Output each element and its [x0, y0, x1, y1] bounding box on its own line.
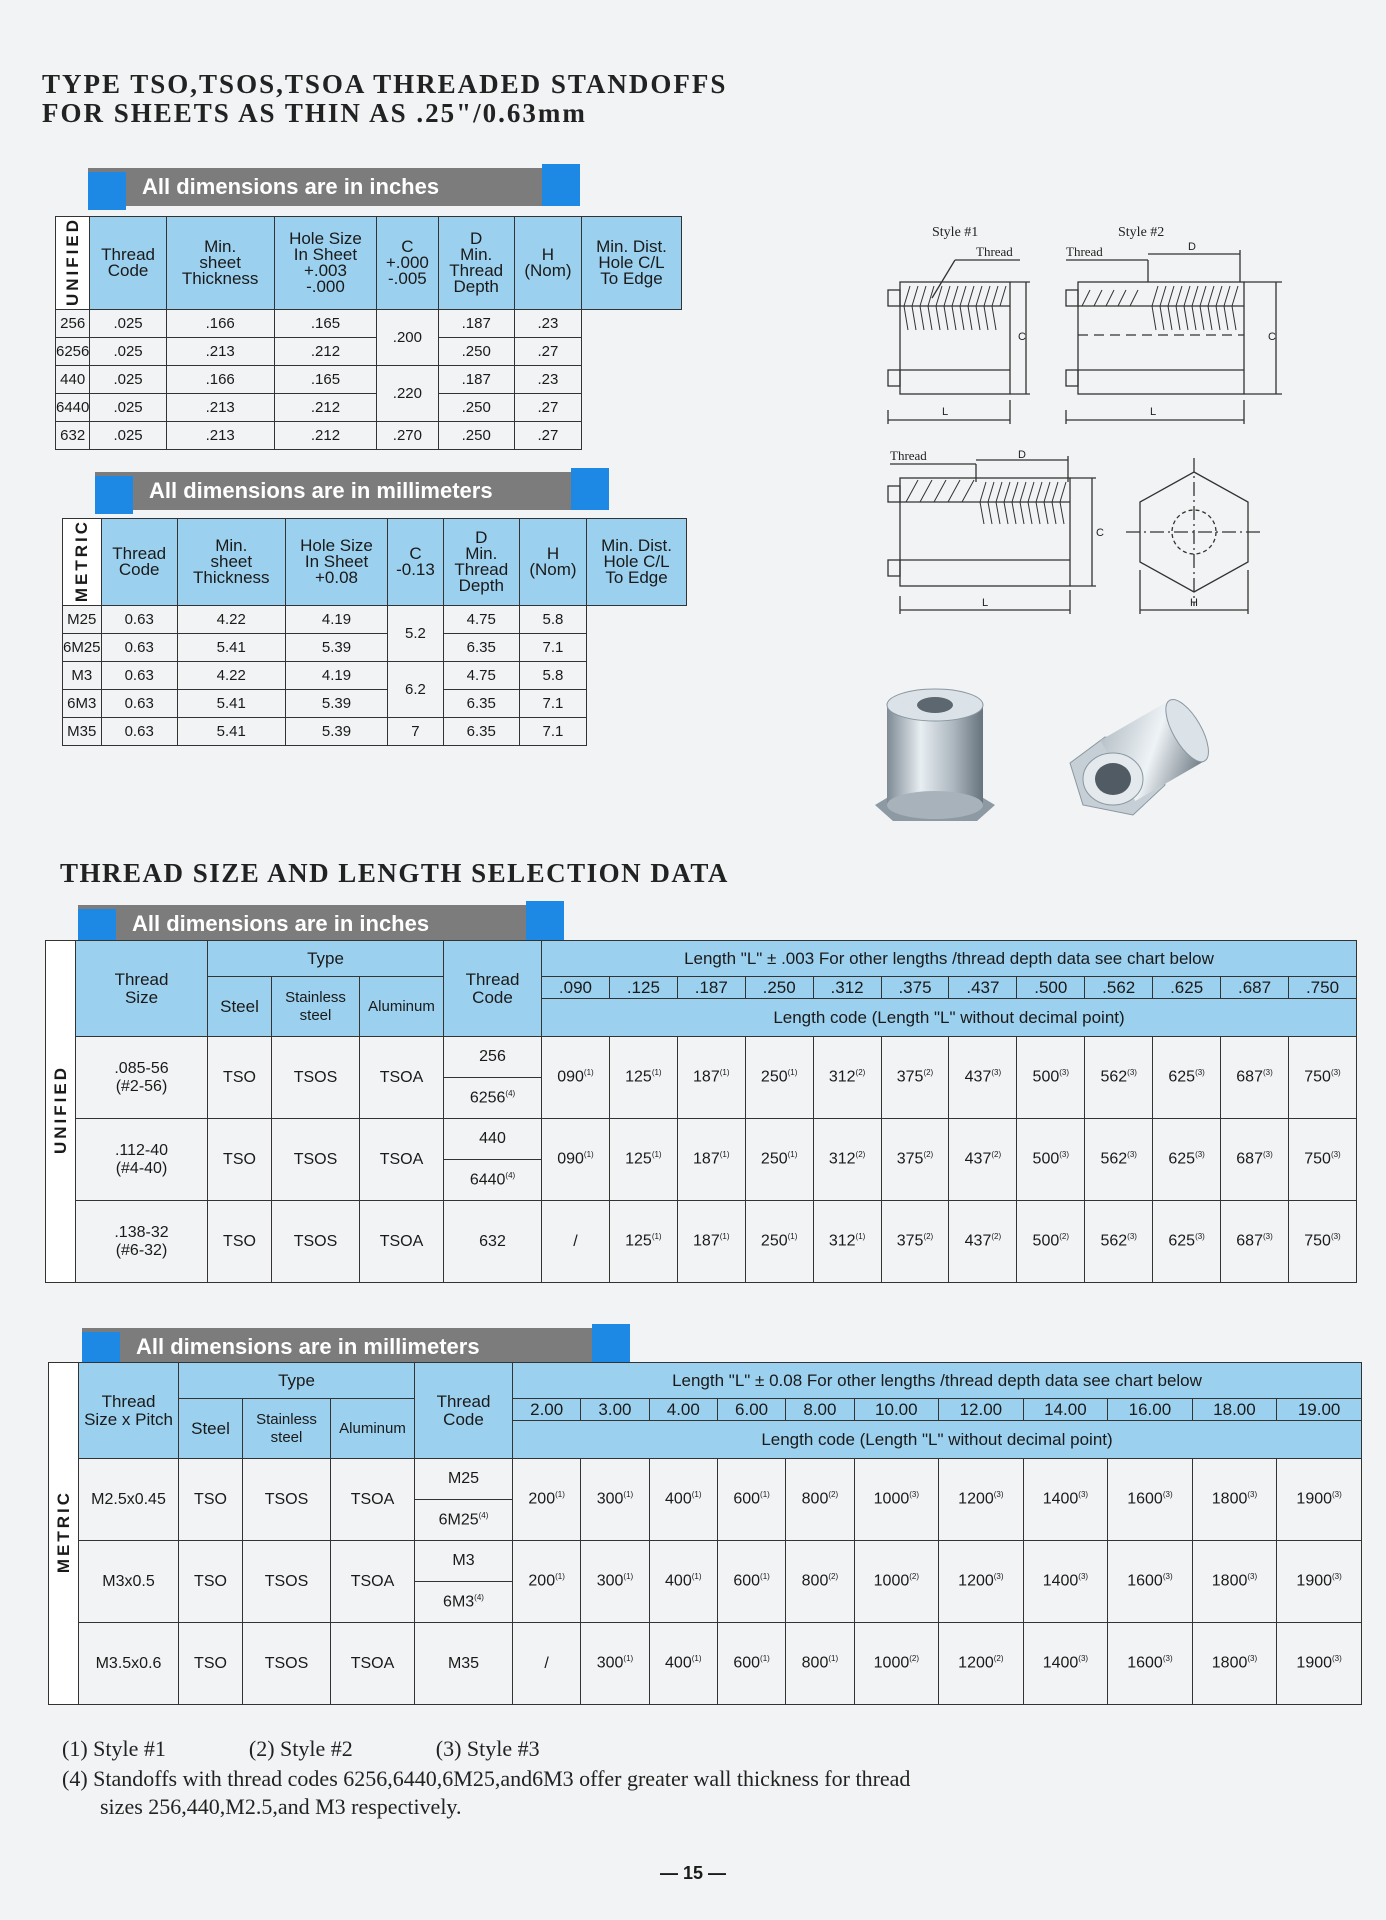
cell-min-dist: .23: [514, 310, 581, 338]
cell-length-code: 1000$^{(3)}$: [854, 1459, 939, 1541]
cell-length-code: 562$^{(3)}$: [1085, 1037, 1153, 1119]
cell-stainless: TSOS: [272, 1119, 360, 1201]
header-length-value: .125: [609, 977, 677, 999]
table-row: [56, 394, 682, 422]
cell-thread-code: 256: [56, 310, 90, 338]
banner-inches-2: [78, 905, 560, 943]
footnote-1: (1) Style #1: [62, 1736, 166, 1761]
cell-length-code: /: [542, 1201, 610, 1283]
label-thread-3: Thread: [890, 448, 927, 463]
cell-d: .220: [377, 366, 438, 422]
cell-d: 6.2: [388, 662, 443, 718]
cell-hole-size: .213: [166, 422, 274, 450]
cell-length-code: 187$^{(1)}$: [677, 1037, 745, 1119]
header-length-value: 10.00: [854, 1399, 939, 1421]
label-l-1: L: [942, 406, 949, 418]
page-title: [42, 70, 727, 128]
side-label-unified: UNIFIED: [56, 217, 90, 310]
cell-thread-size: .112-40 (#4-40): [76, 1119, 208, 1201]
header-c: C -0.13: [388, 519, 443, 606]
cell-thread-code: 6M25$^{(4)}$: [415, 1500, 513, 1541]
cell-thread-size: M2.5x0.45: [79, 1459, 179, 1541]
cell-length-code: 250$^{(1)}$: [745, 1119, 813, 1201]
banner-square-right: [542, 164, 580, 206]
cell-thread-code: M35: [415, 1623, 513, 1705]
cell-hole-size: .166: [166, 310, 274, 338]
cell-c: .165: [274, 366, 377, 394]
cell-length-code: 562$^{(3)}$: [1085, 1201, 1153, 1283]
cell-h: 4.75: [443, 606, 519, 634]
cell-hole-size: .166: [166, 366, 274, 394]
cell-length-code: 090$^{(1)}$: [542, 1119, 610, 1201]
label-style-2: Style #2: [1118, 225, 1165, 240]
cell-steel: TSO: [208, 1201, 272, 1283]
header-h: H (Nom): [514, 217, 581, 310]
footnote-4-line1: (4) Standoffs with thread codes 6256,6440,6M25,and6M3 offer greater wall thickness for thread: [62, 1766, 911, 1791]
cell-length-code: 1800$^{(3)}$: [1192, 1541, 1277, 1623]
cell-length-code: 300$^{(1)}$: [581, 1623, 649, 1705]
cell-c: 4.19: [285, 606, 388, 634]
table-row: [49, 1459, 1362, 1500]
header-hole-size: Hole Size In Sheet +0.08: [285, 519, 388, 606]
banner-square-left: [95, 476, 133, 514]
cell-length-code: 1200$^{(2)}$: [939, 1623, 1024, 1705]
cell-length-code: 250$^{(1)}$: [745, 1201, 813, 1283]
table-row: [63, 690, 687, 718]
cell-thread-code: 6M25: [63, 634, 102, 662]
cell-length-code: 090$^{(1)}$: [542, 1037, 610, 1119]
cell-length-code: 437$^{(2)}$: [949, 1119, 1017, 1201]
cell-length-code: 625$^{(3)}$: [1153, 1037, 1221, 1119]
header-length-code: Length code (Length "L" without decimal point): [542, 999, 1357, 1037]
cell-length-code: 375$^{(2)}$: [881, 1201, 949, 1283]
label-d-2: D: [1188, 241, 1196, 253]
cell-length-code: 400$^{(1)}$: [649, 1459, 717, 1541]
cell-thread-code: M3: [415, 1541, 513, 1582]
cell-length-code: 1600$^{(3)}$: [1108, 1459, 1193, 1541]
table-row: [63, 606, 687, 634]
cell-hole-size: .213: [166, 338, 274, 366]
table-row: [46, 1201, 1357, 1242]
label-style-1: Style #1: [932, 225, 979, 240]
header-aluminum: Aluminum: [360, 977, 444, 1037]
cell-length-code: 800$^{(2)}$: [786, 1541, 854, 1623]
header-length: Length "L" ± 0.08 For other lengths /thread depth data see chart below: [513, 1363, 1362, 1399]
header-thread-code: Thread Code: [101, 519, 177, 606]
cell-length-code: 1400$^{(3)}$: [1023, 1623, 1108, 1705]
cell-length-code: 750$^{(3)}$: [1288, 1201, 1356, 1283]
cell-length-code: /: [513, 1623, 581, 1705]
cell-length-code: 437$^{(3)}$: [949, 1037, 1017, 1119]
cell-length-code: 125$^{(1)}$: [609, 1119, 677, 1201]
cell-steel: TSO: [179, 1459, 243, 1541]
cell-length-code: 1900$^{(3)}$: [1277, 1541, 1362, 1623]
cell-min-thickness: .025: [90, 338, 166, 366]
cell-thread-code: 6256$^{(4)}$: [444, 1078, 542, 1119]
cell-thread-code: 256: [444, 1037, 542, 1078]
header-length-value: .437: [949, 977, 1017, 999]
cell-stainless: TSOS: [243, 1541, 331, 1623]
footnote-4-line2: sizes 256,440,M2.5,and M3 respectively.: [100, 1794, 462, 1819]
header-length-code: Length code (Length "L" without decimal point): [513, 1421, 1362, 1459]
cell-length-code: 250$^{(1)}$: [745, 1037, 813, 1119]
header-h: H (Nom): [519, 519, 586, 606]
cell-d: .200: [377, 310, 438, 366]
title-line-1: TYPE TSO,TSOS,TSOA THREADED STANDOFFS: [42, 69, 728, 99]
cell-length-code: 562$^{(3)}$: [1085, 1119, 1153, 1201]
header-length-value: .090: [542, 977, 610, 999]
label-thread-2: Thread: [1066, 244, 1103, 259]
cell-length-code: 312$^{(2)}$: [813, 1037, 881, 1119]
side-label: UNIFIED: [46, 941, 76, 1283]
cell-length-code: 800$^{(1)}$: [786, 1623, 854, 1705]
header-length-value: 6.00: [717, 1399, 785, 1421]
cell-length-code: 187$^{(1)}$: [677, 1201, 745, 1283]
cell-length-code: 375$^{(2)}$: [881, 1037, 949, 1119]
cell-hole-size: 4.22: [177, 606, 285, 634]
table-row: [56, 338, 682, 366]
cell-steel: TSO: [208, 1119, 272, 1201]
header-length-value: 4.00: [649, 1399, 717, 1421]
cell-length-code: 300$^{(1)}$: [581, 1541, 649, 1623]
standoff-product-image: [865, 675, 1245, 855]
cell-thread-size: M3x0.5: [79, 1541, 179, 1623]
cell-c: .212: [274, 338, 377, 366]
cell-min-thickness: .025: [90, 422, 166, 450]
cell-min-thickness: 0.63: [101, 718, 177, 746]
cell-length-code: 600$^{(1)}$: [717, 1459, 785, 1541]
table-row: [63, 718, 687, 746]
cell-h: .250: [438, 338, 514, 366]
label-l-3: L: [982, 597, 989, 609]
header-type: Type: [208, 941, 444, 977]
header-length-value: .250: [745, 977, 813, 999]
banner-mm-1: [95, 472, 605, 510]
table-row: [49, 1623, 1362, 1664]
cell-length-code: 125$^{(1)}$: [609, 1201, 677, 1283]
cell-c: 5.39: [285, 634, 388, 662]
cell-aluminum: TSOA: [360, 1201, 444, 1283]
cell-thread-code: 6M3: [63, 690, 102, 718]
header-length-value: .562: [1085, 977, 1153, 999]
banner-square-right: [571, 468, 609, 510]
cell-length-code: 500$^{(2)}$: [1017, 1201, 1085, 1283]
cell-d: 7: [388, 718, 443, 746]
label-thread-1: Thread: [976, 244, 1013, 259]
header-min-dist: Min. Dist. Hole C/L To Edge: [587, 519, 687, 606]
cell-min-thickness: .025: [90, 310, 166, 338]
banner-text: All dimensions are in inches: [142, 174, 440, 199]
cell-thread-size: .138-32 (#6-32): [76, 1201, 208, 1283]
cell-length-code: 1200$^{(3)}$: [939, 1459, 1024, 1541]
cell-min-thickness: 0.63: [101, 690, 177, 718]
cell-thread-code: 6M3$^{(4)}$: [415, 1582, 513, 1623]
cell-min-thickness: 0.63: [101, 634, 177, 662]
cell-length-code: 1600$^{(3)}$: [1108, 1623, 1193, 1705]
header-length-value: 16.00: [1108, 1399, 1193, 1421]
cell-min-dist: 7.1: [519, 718, 586, 746]
cell-min-thickness: 0.63: [101, 662, 177, 690]
label-d-3: D: [1018, 449, 1026, 461]
cell-h: 6.35: [443, 690, 519, 718]
cell-stainless: TSOS: [272, 1037, 360, 1119]
footnote-3: (3) Style #3: [435, 1736, 540, 1761]
side-label-metric: METRIC: [63, 519, 102, 606]
cell-c: 5.39: [285, 718, 388, 746]
footnote-2: (2) Style #2: [248, 1736, 353, 1761]
header-length-value: 8.00: [786, 1399, 854, 1421]
cell-hole-size: 5.41: [177, 690, 285, 718]
banner-mm-2: [82, 1328, 626, 1366]
cell-length-code: 600$^{(1)}$: [717, 1541, 785, 1623]
cell-steel: TSO: [179, 1623, 243, 1705]
cell-h: .187: [438, 366, 514, 394]
label-c-1: C: [1018, 331, 1026, 343]
header-length-value: 18.00: [1192, 1399, 1277, 1421]
header-min-thickness: Min. sheet Thickness: [166, 217, 274, 310]
header-length-value: .312: [813, 977, 881, 999]
cell-c: 5.39: [285, 690, 388, 718]
cell-c: 4.19: [285, 662, 388, 690]
cell-length-code: 300$^{(1)}$: [581, 1459, 649, 1541]
cell-aluminum: TSOA: [331, 1459, 415, 1541]
cell-length-code: 400$^{(1)}$: [649, 1623, 717, 1705]
side-label: METRIC: [49, 1363, 79, 1705]
cell-aluminum: TSOA: [331, 1623, 415, 1705]
header-thread-size: Thread Size: [76, 941, 208, 1037]
cell-h: .250: [438, 394, 514, 422]
banner-square-left: [88, 172, 126, 210]
title-line-2: FOR SHEETS AS THIN AS .25"/0.63mm: [42, 98, 587, 128]
header-length: Length "L" ± .003 For other lengths /thread depth data see chart below: [542, 941, 1357, 977]
cell-steel: TSO: [179, 1541, 243, 1623]
label-c-2: C: [1268, 331, 1276, 343]
cell-hole-size: 5.41: [177, 634, 285, 662]
label-h: H: [1190, 597, 1198, 609]
cell-length-code: 1900$^{(3)}$: [1277, 1459, 1362, 1541]
cell-length-code: 437$^{(2)}$: [949, 1201, 1017, 1283]
cell-steel: TSO: [208, 1037, 272, 1119]
cell-aluminum: TSOA: [360, 1119, 444, 1201]
cell-thread-size: .085-56 (#2-56): [76, 1037, 208, 1119]
header-length-value: .375: [881, 977, 949, 999]
cell-min-dist: 5.8: [519, 662, 586, 690]
cell-length-code: 500$^{(3)}$: [1017, 1119, 1085, 1201]
cell-thread-code: 440: [444, 1119, 542, 1160]
metric-spec-table: [62, 518, 687, 746]
cell-min-dist: .27: [514, 394, 581, 422]
cell-length-code: 687$^{(3)}$: [1221, 1037, 1289, 1119]
cell-length-code: 1900$^{(3)}$: [1277, 1623, 1362, 1705]
cell-length-code: 750$^{(3)}$: [1288, 1037, 1356, 1119]
banner-square-right: [592, 1324, 630, 1366]
cell-thread-code: 6440: [56, 394, 90, 422]
cell-h: 6.35: [443, 718, 519, 746]
cell-thread-code: M25: [415, 1459, 513, 1500]
header-c: C +.000 -.005: [377, 217, 438, 310]
selection-table-mm: [48, 1362, 1362, 1705]
cell-min-dist: 7.1: [519, 690, 586, 718]
header-min-thickness: Min. sheet Thickness: [177, 519, 285, 606]
cell-thread-code: 6256: [56, 338, 90, 366]
cell-hole-size: 4.22: [177, 662, 285, 690]
cell-length-code: 687$^{(3)}$: [1221, 1201, 1289, 1283]
table-row: [63, 634, 687, 662]
cell-thread-code: M3: [63, 662, 102, 690]
cell-h: 6.35: [443, 634, 519, 662]
table-row: [46, 1037, 1357, 1078]
cell-stainless: TSOS: [243, 1459, 331, 1541]
cell-length-code: 687$^{(3)}$: [1221, 1119, 1289, 1201]
header-length-value: 19.00: [1277, 1399, 1362, 1421]
header-d: D Min. Thread Depth: [443, 519, 519, 606]
cell-min-thickness: 0.63: [101, 606, 177, 634]
header-thread-size: Thread Size x Pitch: [79, 1363, 179, 1459]
cell-hole-size: 5.41: [177, 718, 285, 746]
cell-length-code: 600$^{(1)}$: [717, 1623, 785, 1705]
cell-length-code: 400$^{(1)}$: [649, 1541, 717, 1623]
cell-thread-code: M25: [63, 606, 102, 634]
cell-h: .187: [438, 310, 514, 338]
cell-aluminum: TSOA: [360, 1037, 444, 1119]
banner-inches-1: [88, 168, 576, 206]
header-thread-code: Thread Code: [415, 1363, 513, 1459]
cell-length-code: 500$^{(3)}$: [1017, 1037, 1085, 1119]
cell-hole-size: .213: [166, 394, 274, 422]
cell-thread-code: M35: [63, 718, 102, 746]
cell-length-code: 1400$^{(3)}$: [1023, 1459, 1108, 1541]
header-length-value: .750: [1288, 977, 1356, 999]
header-length-value: 12.00: [939, 1399, 1024, 1421]
cell-c: .212: [274, 394, 377, 422]
cell-stainless: TSOS: [243, 1623, 331, 1705]
cell-d: 5.2: [388, 606, 443, 662]
cell-length-code: 1600$^{(3)}$: [1108, 1541, 1193, 1623]
cell-thread-code: 6440$^{(4)}$: [444, 1160, 542, 1201]
cell-thread-code: 632: [444, 1201, 542, 1283]
table-row: [56, 366, 682, 394]
header-thread-code: Thread Code: [90, 217, 166, 310]
cell-h: 4.75: [443, 662, 519, 690]
cell-min-dist: .23: [514, 366, 581, 394]
header-stainless: Stainless steel: [272, 977, 360, 1037]
header-thread-code: Thread Code: [444, 941, 542, 1037]
cell-length-code: 750$^{(3)}$: [1288, 1119, 1356, 1201]
cell-c: .212: [274, 422, 377, 450]
cell-min-dist: 5.8: [519, 606, 586, 634]
header-length-value: 3.00: [581, 1399, 649, 1421]
cell-length-code: 187$^{(1)}$: [677, 1119, 745, 1201]
cell-length-code: 375$^{(2)}$: [881, 1119, 949, 1201]
footnote-styles: [62, 1736, 540, 1762]
header-length-value: .500: [1017, 977, 1085, 999]
cell-length-code: 200$^{(1)}$: [513, 1459, 581, 1541]
cell-min-dist: 7.1: [519, 634, 586, 662]
header-hole-size: Hole Size In Sheet +.003 -.000: [274, 217, 377, 310]
table-row: [63, 662, 687, 690]
header-length-value: .625: [1153, 977, 1221, 999]
header-steel: Steel: [208, 977, 272, 1037]
page-number: — 15 —: [660, 1863, 727, 1883]
table-row: [56, 310, 682, 338]
banner-text: All dimensions are in millimeters: [149, 478, 493, 503]
cell-d: .270: [377, 422, 438, 450]
label-l-2: L: [1150, 406, 1157, 418]
cell-length-code: 1800$^{(3)}$: [1192, 1459, 1277, 1541]
cell-length-code: 1400$^{(3)}$: [1023, 1541, 1108, 1623]
cell-length-code: 125$^{(1)}$: [609, 1037, 677, 1119]
header-type: Type: [179, 1363, 415, 1399]
cell-thread-code: 632: [56, 422, 90, 450]
cell-min-dist: .27: [514, 422, 581, 450]
cell-length-code: 1200$^{(3)}$: [939, 1541, 1024, 1623]
cell-min-thickness: .025: [90, 366, 166, 394]
cell-thread-size: M3.5x0.6: [79, 1623, 179, 1705]
cell-length-code: 625$^{(3)}$: [1153, 1201, 1221, 1283]
cell-length-code: 800$^{(2)}$: [786, 1459, 854, 1541]
table-row: [46, 1119, 1357, 1160]
header-d: D Min. Thread Depth: [438, 217, 514, 310]
cell-min-thickness: .025: [90, 394, 166, 422]
cell-length-code: 1000$^{(2)}$: [854, 1623, 939, 1705]
standoff-technical-drawings: [870, 210, 1290, 620]
header-length-value: .687: [1221, 977, 1289, 999]
table-row: [49, 1541, 1362, 1582]
header-min-dist: Min. Dist. Hole C/L To Edge: [581, 217, 681, 310]
cell-stainless: TSOS: [272, 1201, 360, 1283]
banner-text: All dimensions are in inches: [132, 911, 430, 936]
cell-h: .250: [438, 422, 514, 450]
header-length-value: .187: [677, 977, 745, 999]
cell-length-code: 1000$^{(2)}$: [854, 1541, 939, 1623]
table-row: [56, 422, 682, 450]
label-c-3: C: [1096, 527, 1104, 539]
unified-spec-table: [55, 216, 682, 450]
selection-table-inches: [45, 940, 1357, 1283]
cell-thread-code: 440: [56, 366, 90, 394]
banner-square-right: [526, 901, 564, 943]
cell-length-code: 625$^{(3)}$: [1153, 1119, 1221, 1201]
cell-c: .165: [274, 310, 377, 338]
cell-min-dist: .27: [514, 338, 581, 366]
banner-text: All dimensions are in millimeters: [136, 1334, 480, 1359]
header-steel: Steel: [179, 1399, 243, 1459]
header-stainless: Stainless steel: [243, 1399, 331, 1459]
header-length-value: 2.00: [513, 1399, 581, 1421]
cell-length-code: 200$^{(1)}$: [513, 1541, 581, 1623]
cell-length-code: 312$^{(1)}$: [813, 1201, 881, 1283]
cell-length-code: 312$^{(2)}$: [813, 1119, 881, 1201]
header-length-value: 14.00: [1023, 1399, 1108, 1421]
section-title: THREAD SIZE AND LENGTH SELECTION DATA: [60, 858, 729, 888]
cell-length-code: 1800$^{(3)}$: [1192, 1623, 1277, 1705]
cell-aluminum: TSOA: [331, 1541, 415, 1623]
header-aluminum: Aluminum: [331, 1399, 415, 1459]
